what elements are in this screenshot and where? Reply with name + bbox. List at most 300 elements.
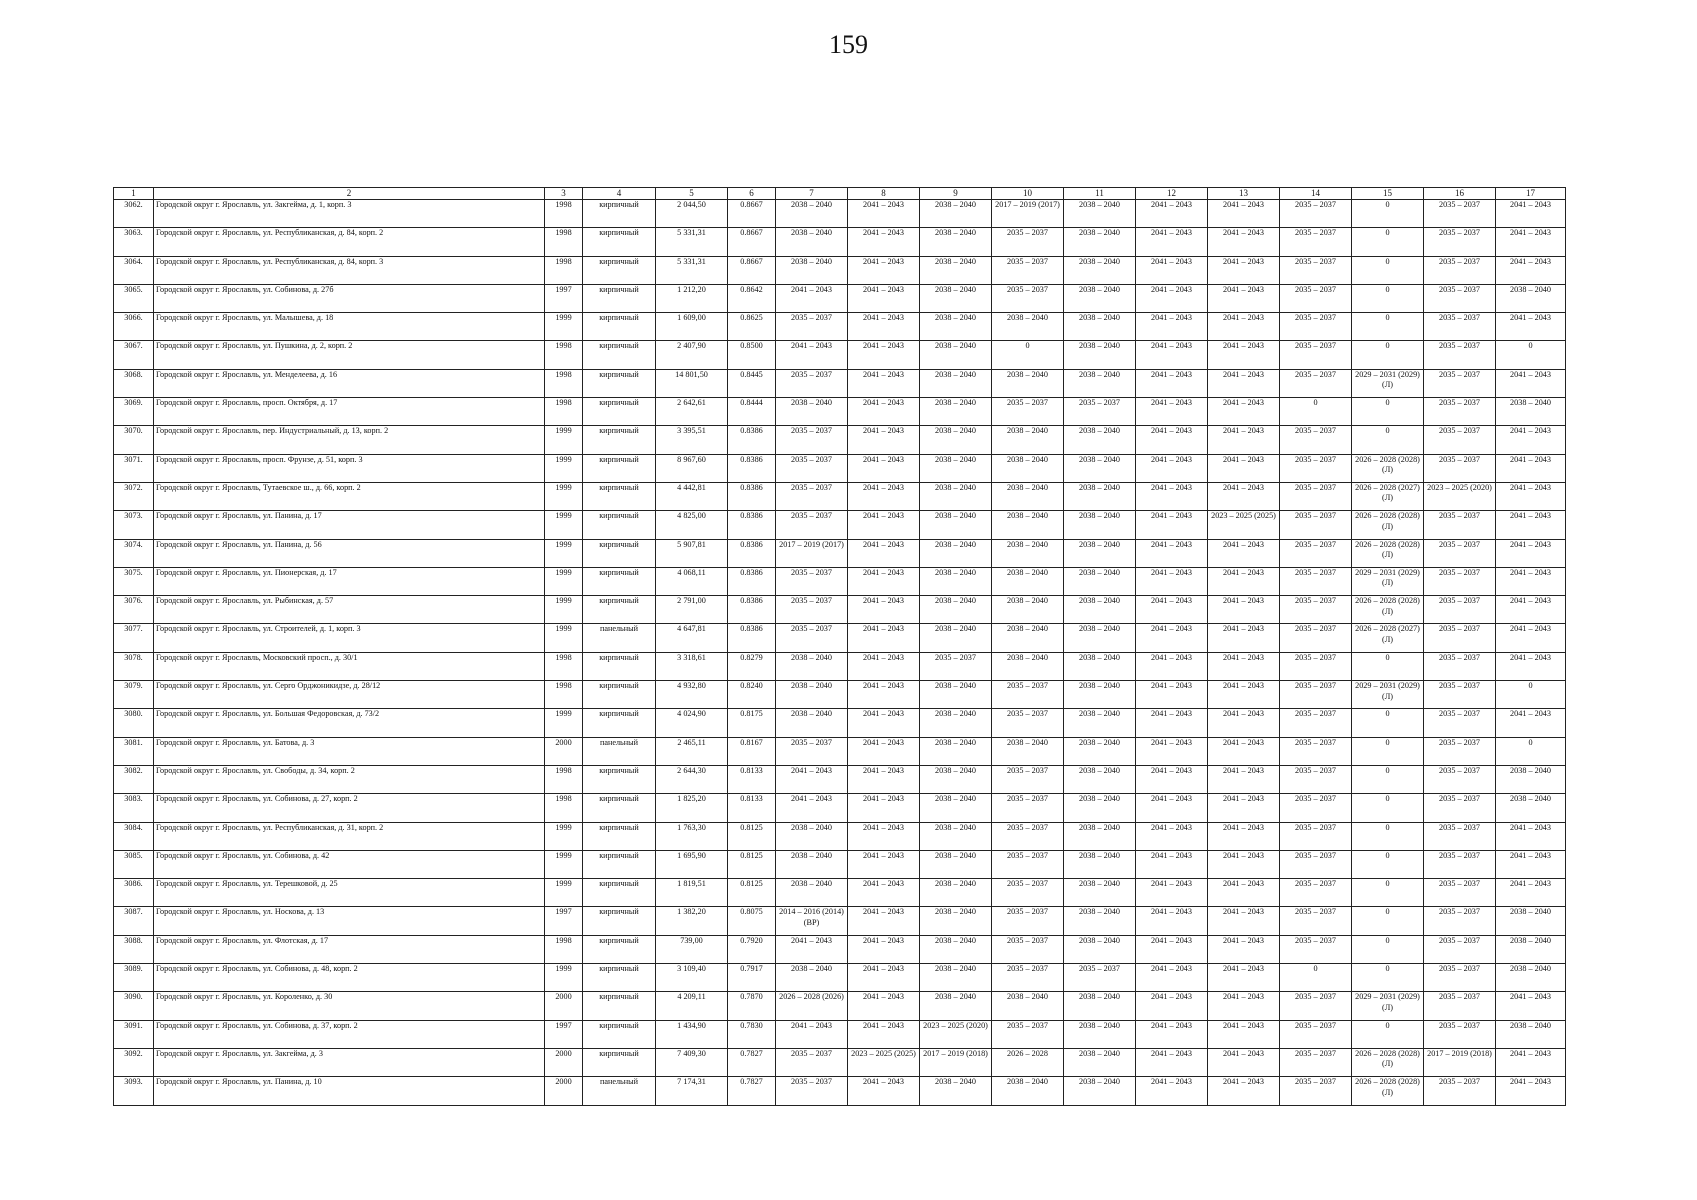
- period-col-16-cell: 2035 – 2037: [1424, 737, 1496, 765]
- period-col-11-cell: 2038 – 2040: [1064, 907, 1136, 935]
- wall-material-cell: кирпичный: [583, 822, 656, 850]
- period-col-15-cell: 0: [1352, 228, 1424, 256]
- wear-coefficient-cell: 0.8125: [728, 822, 776, 850]
- period-col-7-cell: 2041 – 2043: [776, 1020, 848, 1048]
- period-col-17-cell: 0: [1496, 341, 1566, 369]
- wall-material-cell: кирпичный: [583, 794, 656, 822]
- area-cell: 3 318,61: [656, 652, 728, 680]
- wall-material-cell: кирпичный: [583, 454, 656, 482]
- period-col-17-cell: 2041 – 2043: [1496, 624, 1566, 652]
- period-col-16-cell: 2035 – 2037: [1424, 907, 1496, 935]
- period-col-15-cell: 2026 – 2028 (2027) (Л): [1352, 624, 1424, 652]
- row-number-cell: 3083.: [114, 794, 154, 822]
- row-number-cell: 3082.: [114, 765, 154, 793]
- build-year-cell: 1999: [545, 482, 583, 510]
- period-col-11-cell: 2035 – 2037: [1064, 398, 1136, 426]
- period-col-15-cell: 0: [1352, 200, 1424, 228]
- period-col-9-cell: 2017 – 2019 (2018): [920, 1048, 992, 1076]
- wear-coefficient-cell: 0.8125: [728, 850, 776, 878]
- area-cell: 2 644,30: [656, 765, 728, 793]
- period-col-16-cell: 2035 – 2037: [1424, 596, 1496, 624]
- column-header-11: 11: [1064, 188, 1136, 200]
- period-col-8-cell: 2041 – 2043: [848, 228, 920, 256]
- area-cell: 4 932,80: [656, 681, 728, 709]
- table-row: [114, 624, 1566, 652]
- period-col-15-cell: 2029 – 2031 (2029) (Л): [1352, 681, 1424, 709]
- wear-coefficient-cell: 0.8386: [728, 596, 776, 624]
- wear-coefficient-cell: 0.8386: [728, 539, 776, 567]
- period-col-10-cell: 2038 – 2040: [992, 992, 1064, 1020]
- area-cell: 4 442,81: [656, 482, 728, 510]
- period-col-7-cell: 2041 – 2043: [776, 794, 848, 822]
- wear-coefficient-cell: 0.8386: [728, 454, 776, 482]
- wear-coefficient-cell: 0.8444: [728, 398, 776, 426]
- period-col-15-cell: 2029 – 2031 (2029) (Л): [1352, 567, 1424, 595]
- period-col-13-cell: 2041 – 2043: [1208, 681, 1280, 709]
- period-col-10-cell: 2038 – 2040: [992, 652, 1064, 680]
- period-col-16-cell: 2035 – 2037: [1424, 794, 1496, 822]
- column-header-12: 12: [1136, 188, 1208, 200]
- period-col-8-cell: 2041 – 2043: [848, 369, 920, 397]
- period-col-15-cell: 2026 – 2028 (2028) (Л): [1352, 539, 1424, 567]
- period-col-11-cell: 2038 – 2040: [1064, 313, 1136, 341]
- period-col-13-cell: 2041 – 2043: [1208, 1020, 1280, 1048]
- period-col-15-cell: 0: [1352, 426, 1424, 454]
- period-col-8-cell: 2041 – 2043: [848, 313, 920, 341]
- period-col-8-cell: 2041 – 2043: [848, 850, 920, 878]
- period-col-13-cell: 2041 – 2043: [1208, 964, 1280, 992]
- period-col-11-cell: 2038 – 2040: [1064, 709, 1136, 737]
- address-cell: Городской округ г. Ярославль, ул. Закгейма, д. 1, корп. 3: [154, 200, 545, 228]
- period-col-12-cell: 2041 – 2043: [1136, 341, 1208, 369]
- column-header-3: 3: [545, 188, 583, 200]
- wall-material-cell: кирпичный: [583, 341, 656, 369]
- period-col-14-cell: 2035 – 2037: [1280, 709, 1352, 737]
- period-col-10-cell: 2035 – 2037: [992, 709, 1064, 737]
- period-col-13-cell: 2041 – 2043: [1208, 284, 1280, 312]
- period-col-16-cell: 2035 – 2037: [1424, 681, 1496, 709]
- period-col-10-cell: 2026 – 2028: [992, 1048, 1064, 1076]
- table-row: [114, 652, 1566, 680]
- period-col-10-cell: 2038 – 2040: [992, 426, 1064, 454]
- period-col-14-cell: 2035 – 2037: [1280, 341, 1352, 369]
- period-col-13-cell: 2041 – 2043: [1208, 482, 1280, 510]
- period-col-13-cell: 2041 – 2043: [1208, 935, 1280, 963]
- build-year-cell: 1999: [545, 709, 583, 737]
- period-col-9-cell: 2038 – 2040: [920, 709, 992, 737]
- table-row: [114, 511, 1566, 539]
- wear-coefficient-cell: 0.7827: [728, 1077, 776, 1105]
- area-cell: 1 695,90: [656, 850, 728, 878]
- build-year-cell: 1998: [545, 681, 583, 709]
- column-header-17: 17: [1496, 188, 1566, 200]
- period-col-11-cell: 2038 – 2040: [1064, 1020, 1136, 1048]
- table-row: [114, 879, 1566, 907]
- period-col-14-cell: 0: [1280, 964, 1352, 992]
- period-col-15-cell: 2026 – 2028 (2028) (Л): [1352, 1048, 1424, 1076]
- period-col-10-cell: 2035 – 2037: [992, 964, 1064, 992]
- period-col-16-cell: 2035 – 2037: [1424, 256, 1496, 284]
- period-col-15-cell: 0: [1352, 822, 1424, 850]
- period-col-10-cell: 2038 – 2040: [992, 624, 1064, 652]
- table-row: [114, 765, 1566, 793]
- period-col-14-cell: 2035 – 2037: [1280, 511, 1352, 539]
- period-col-17-cell: 2041 – 2043: [1496, 313, 1566, 341]
- period-col-9-cell: 2023 – 2025 (2020): [920, 1020, 992, 1048]
- area-cell: 4 068,11: [656, 567, 728, 595]
- period-col-12-cell: 2041 – 2043: [1136, 681, 1208, 709]
- period-col-17-cell: 2041 – 2043: [1496, 567, 1566, 595]
- row-number-cell: 3091.: [114, 1020, 154, 1048]
- address-cell: Городской округ г. Ярославль, просп. Фрунзе, д. 51, корп. 3: [154, 454, 545, 482]
- period-col-7-cell: 2035 – 2037: [776, 567, 848, 595]
- table-row: [114, 200, 1566, 228]
- period-col-9-cell: 2038 – 2040: [920, 369, 992, 397]
- column-header-9: 9: [920, 188, 992, 200]
- period-col-10-cell: 2038 – 2040: [992, 482, 1064, 510]
- period-col-14-cell: 2035 – 2037: [1280, 992, 1352, 1020]
- table-row: [114, 737, 1566, 765]
- period-col-15-cell: 0: [1352, 256, 1424, 284]
- address-cell: Городской округ г. Ярославль, ул. Собинова, д. 37, корп. 2: [154, 1020, 545, 1048]
- period-col-8-cell: 2041 – 2043: [848, 737, 920, 765]
- period-col-16-cell: 2035 – 2037: [1424, 822, 1496, 850]
- area-cell: 3 395,51: [656, 426, 728, 454]
- period-col-11-cell: 2038 – 2040: [1064, 765, 1136, 793]
- period-col-8-cell: 2041 – 2043: [848, 284, 920, 312]
- period-col-16-cell: 2035 – 2037: [1424, 454, 1496, 482]
- wear-coefficient-cell: 0.8125: [728, 879, 776, 907]
- wall-material-cell: кирпичный: [583, 907, 656, 935]
- period-col-12-cell: 2041 – 2043: [1136, 539, 1208, 567]
- period-col-13-cell: 2041 – 2043: [1208, 794, 1280, 822]
- period-col-14-cell: 2035 – 2037: [1280, 1020, 1352, 1048]
- area-cell: 4 647,81: [656, 624, 728, 652]
- wear-coefficient-cell: 0.8133: [728, 794, 776, 822]
- column-header-8: 8: [848, 188, 920, 200]
- period-col-7-cell: 2038 – 2040: [776, 822, 848, 850]
- build-year-cell: 1999: [545, 539, 583, 567]
- row-number-cell: 3064.: [114, 256, 154, 284]
- table-header: [114, 188, 1566, 200]
- column-header-10: 10: [992, 188, 1064, 200]
- period-col-14-cell: 2035 – 2037: [1280, 850, 1352, 878]
- row-number-cell: 3089.: [114, 964, 154, 992]
- period-col-7-cell: 2017 – 2019 (2017): [776, 539, 848, 567]
- period-col-17-cell: 2041 – 2043: [1496, 1077, 1566, 1105]
- column-header-2: 2: [154, 188, 545, 200]
- period-col-10-cell: 2035 – 2037: [992, 256, 1064, 284]
- period-col-13-cell: 2041 – 2043: [1208, 1048, 1280, 1076]
- table-body: [114, 200, 1566, 1106]
- period-col-16-cell: 2035 – 2037: [1424, 1020, 1496, 1048]
- wall-material-cell: кирпичный: [583, 313, 656, 341]
- wall-material-cell: кирпичный: [583, 567, 656, 595]
- period-col-14-cell: 2035 – 2037: [1280, 454, 1352, 482]
- wear-coefficient-cell: 0.8386: [728, 482, 776, 510]
- area-cell: 1 212,20: [656, 284, 728, 312]
- build-year-cell: 1998: [545, 256, 583, 284]
- build-year-cell: 2000: [545, 1077, 583, 1105]
- period-col-10-cell: 2035 – 2037: [992, 794, 1064, 822]
- build-year-cell: 1998: [545, 794, 583, 822]
- period-col-17-cell: 0: [1496, 737, 1566, 765]
- period-col-15-cell: 0: [1352, 341, 1424, 369]
- period-col-10-cell: 2035 – 2037: [992, 822, 1064, 850]
- period-col-15-cell: 2026 – 2028 (2028) (Л): [1352, 596, 1424, 624]
- period-col-9-cell: 2038 – 2040: [920, 313, 992, 341]
- period-col-17-cell: 0: [1496, 681, 1566, 709]
- period-col-8-cell: 2041 – 2043: [848, 398, 920, 426]
- period-col-12-cell: 2041 – 2043: [1136, 935, 1208, 963]
- period-col-7-cell: 2035 – 2037: [776, 596, 848, 624]
- period-col-14-cell: 2035 – 2037: [1280, 681, 1352, 709]
- address-cell: Городской округ г. Ярославль, ул. Пионерская, д. 17: [154, 567, 545, 595]
- row-number-cell: 3076.: [114, 596, 154, 624]
- period-col-8-cell: 2041 – 2043: [848, 794, 920, 822]
- period-col-7-cell: 2035 – 2037: [776, 737, 848, 765]
- period-col-7-cell: 2035 – 2037: [776, 454, 848, 482]
- table-row: [114, 482, 1566, 510]
- period-col-12-cell: 2041 – 2043: [1136, 200, 1208, 228]
- period-col-10-cell: 0: [992, 341, 1064, 369]
- table-row: [114, 794, 1566, 822]
- period-col-12-cell: 2041 – 2043: [1136, 369, 1208, 397]
- period-col-9-cell: 2038 – 2040: [920, 567, 992, 595]
- period-col-13-cell: 2041 – 2043: [1208, 992, 1280, 1020]
- row-number-cell: 3063.: [114, 228, 154, 256]
- period-col-8-cell: 2041 – 2043: [848, 879, 920, 907]
- wear-coefficient-cell: 0.7920: [728, 935, 776, 963]
- period-col-16-cell: 2035 – 2037: [1424, 200, 1496, 228]
- wall-material-cell: кирпичный: [583, 284, 656, 312]
- period-col-14-cell: 2035 – 2037: [1280, 935, 1352, 963]
- build-year-cell: 1997: [545, 1020, 583, 1048]
- wear-coefficient-cell: 0.8279: [728, 652, 776, 680]
- address-cell: Городской округ г. Ярославль, ул. Собинова, д. 42: [154, 850, 545, 878]
- period-col-11-cell: 2038 – 2040: [1064, 1077, 1136, 1105]
- period-col-12-cell: 2041 – 2043: [1136, 313, 1208, 341]
- build-year-cell: 2000: [545, 992, 583, 1020]
- period-col-9-cell: 2038 – 2040: [920, 737, 992, 765]
- period-col-17-cell: 2041 – 2043: [1496, 369, 1566, 397]
- period-col-17-cell: 2041 – 2043: [1496, 200, 1566, 228]
- period-col-11-cell: 2038 – 2040: [1064, 511, 1136, 539]
- wear-coefficient-cell: 0.8386: [728, 567, 776, 595]
- build-year-cell: 1998: [545, 341, 583, 369]
- period-col-9-cell: 2038 – 2040: [920, 681, 992, 709]
- period-col-17-cell: 2041 – 2043: [1496, 454, 1566, 482]
- period-col-13-cell: 2041 – 2043: [1208, 567, 1280, 595]
- period-col-17-cell: 2038 – 2040: [1496, 794, 1566, 822]
- period-col-12-cell: 2041 – 2043: [1136, 794, 1208, 822]
- wear-coefficient-cell: 0.8667: [728, 200, 776, 228]
- table-row: [114, 1048, 1566, 1076]
- period-col-9-cell: 2038 – 2040: [920, 284, 992, 312]
- period-col-12-cell: 2041 – 2043: [1136, 256, 1208, 284]
- build-year-cell: 1998: [545, 765, 583, 793]
- address-cell: Городской округ г. Ярославль, ул. Республиканская, д. 84, корп. 2: [154, 228, 545, 256]
- table-row: [114, 398, 1566, 426]
- period-col-8-cell: 2041 – 2043: [848, 624, 920, 652]
- table-row: [114, 1020, 1566, 1048]
- period-col-13-cell: 2041 – 2043: [1208, 596, 1280, 624]
- row-number-cell: 3067.: [114, 341, 154, 369]
- period-col-8-cell: 2041 – 2043: [848, 426, 920, 454]
- period-col-8-cell: 2041 – 2043: [848, 907, 920, 935]
- period-col-10-cell: 2035 – 2037: [992, 228, 1064, 256]
- period-col-8-cell: 2041 – 2043: [848, 341, 920, 369]
- period-col-12-cell: 2041 – 2043: [1136, 709, 1208, 737]
- period-col-9-cell: 2038 – 2040: [920, 511, 992, 539]
- build-year-cell: 1999: [545, 964, 583, 992]
- area-cell: 7 409,30: [656, 1048, 728, 1076]
- period-col-12-cell: 2041 – 2043: [1136, 822, 1208, 850]
- period-col-10-cell: 2035 – 2037: [992, 765, 1064, 793]
- table-row: [114, 681, 1566, 709]
- period-col-10-cell: 2038 – 2040: [992, 567, 1064, 595]
- build-year-cell: 1999: [545, 879, 583, 907]
- period-col-15-cell: 0: [1352, 765, 1424, 793]
- period-col-14-cell: 2035 – 2037: [1280, 652, 1352, 680]
- period-col-13-cell: 2041 – 2043: [1208, 765, 1280, 793]
- period-col-15-cell: 0: [1352, 879, 1424, 907]
- period-col-7-cell: 2026 – 2028 (2026): [776, 992, 848, 1020]
- period-col-16-cell: 2035 – 2037: [1424, 313, 1496, 341]
- address-cell: Городской округ г. Ярославль, ул. Республиканская, д. 84, корп. 3: [154, 256, 545, 284]
- period-col-7-cell: 2035 – 2037: [776, 482, 848, 510]
- wall-material-cell: кирпичный: [583, 228, 656, 256]
- area-cell: 8 967,60: [656, 454, 728, 482]
- column-header-4: 4: [583, 188, 656, 200]
- area-cell: 4 209,11: [656, 992, 728, 1020]
- period-col-13-cell: 2041 – 2043: [1208, 624, 1280, 652]
- build-year-cell: 1997: [545, 907, 583, 935]
- period-col-17-cell: 2041 – 2043: [1496, 596, 1566, 624]
- wall-material-cell: панельный: [583, 737, 656, 765]
- period-col-8-cell: 2041 – 2043: [848, 256, 920, 284]
- period-col-14-cell: 2035 – 2037: [1280, 1077, 1352, 1105]
- wall-material-cell: кирпичный: [583, 1048, 656, 1076]
- period-col-7-cell: 2038 – 2040: [776, 256, 848, 284]
- period-col-11-cell: 2038 – 2040: [1064, 256, 1136, 284]
- period-col-16-cell: 2035 – 2037: [1424, 341, 1496, 369]
- period-col-9-cell: 2038 – 2040: [920, 1077, 992, 1105]
- period-col-15-cell: 0: [1352, 398, 1424, 426]
- wall-material-cell: кирпичный: [583, 879, 656, 907]
- column-header-5: 5: [656, 188, 728, 200]
- table-row: [114, 426, 1566, 454]
- address-cell: Городской округ г. Ярославль, ул. Закгейма, д. 3: [154, 1048, 545, 1076]
- period-col-12-cell: 2041 – 2043: [1136, 1048, 1208, 1076]
- period-col-15-cell: 0: [1352, 907, 1424, 935]
- period-col-14-cell: 2035 – 2037: [1280, 794, 1352, 822]
- row-number-cell: 3081.: [114, 737, 154, 765]
- address-cell: Городской округ г. Ярославль, ул. Батова, д. 3: [154, 737, 545, 765]
- wear-coefficient-cell: 0.7917: [728, 964, 776, 992]
- period-col-14-cell: 2035 – 2037: [1280, 1048, 1352, 1076]
- period-col-12-cell: 2041 – 2043: [1136, 284, 1208, 312]
- period-col-12-cell: 2041 – 2043: [1136, 228, 1208, 256]
- address-cell: Городской округ г. Ярославль, ул. Собинова, д. 48, корп. 2: [154, 964, 545, 992]
- period-col-17-cell: 2038 – 2040: [1496, 907, 1566, 935]
- address-cell: Городской округ г. Ярославль, ул. Панина, д. 56: [154, 539, 545, 567]
- area-cell: 1 434,90: [656, 1020, 728, 1048]
- area-cell: 5 907,81: [656, 539, 728, 567]
- period-col-16-cell: 2035 – 2037: [1424, 765, 1496, 793]
- period-col-11-cell: 2038 – 2040: [1064, 794, 1136, 822]
- build-year-cell: 1999: [545, 426, 583, 454]
- period-col-7-cell: 2038 – 2040: [776, 964, 848, 992]
- period-col-15-cell: 2029 – 2031 (2029) (Л): [1352, 369, 1424, 397]
- address-cell: Городской округ г. Ярославль, ул. Пушкина, д. 2, корп. 2: [154, 341, 545, 369]
- wall-material-cell: кирпичный: [583, 482, 656, 510]
- wall-material-cell: кирпичный: [583, 992, 656, 1020]
- build-year-cell: 1998: [545, 228, 583, 256]
- period-col-14-cell: 2035 – 2037: [1280, 369, 1352, 397]
- table-row: [114, 992, 1566, 1020]
- period-col-15-cell: 0: [1352, 313, 1424, 341]
- period-col-9-cell: 2038 – 2040: [920, 935, 992, 963]
- period-col-10-cell: 2035 – 2037: [992, 681, 1064, 709]
- row-number-cell: 3092.: [114, 1048, 154, 1076]
- table-row: [114, 907, 1566, 935]
- period-col-11-cell: 2038 – 2040: [1064, 822, 1136, 850]
- period-col-7-cell: 2038 – 2040: [776, 879, 848, 907]
- period-col-14-cell: 2035 – 2037: [1280, 539, 1352, 567]
- row-number-cell: 3084.: [114, 822, 154, 850]
- area-cell: 1 609,00: [656, 313, 728, 341]
- period-col-7-cell: 2041 – 2043: [776, 765, 848, 793]
- area-cell: 1 825,20: [656, 794, 728, 822]
- period-col-17-cell: 2041 – 2043: [1496, 228, 1566, 256]
- build-year-cell: 2000: [545, 737, 583, 765]
- address-cell: Городской округ г. Ярославль, ул. Серго Орджоникидзе, д. 28/12: [154, 681, 545, 709]
- period-col-11-cell: 2038 – 2040: [1064, 228, 1136, 256]
- address-cell: Городской округ г. Ярославль, ул. Республиканская, д. 31, корп. 2: [154, 822, 545, 850]
- period-col-9-cell: 2038 – 2040: [920, 850, 992, 878]
- period-col-17-cell: 2038 – 2040: [1496, 284, 1566, 312]
- period-col-14-cell: 2035 – 2037: [1280, 907, 1352, 935]
- period-col-11-cell: 2035 – 2037: [1064, 964, 1136, 992]
- period-col-16-cell: 2035 – 2037: [1424, 426, 1496, 454]
- period-col-11-cell: 2038 – 2040: [1064, 596, 1136, 624]
- period-col-10-cell: 2038 – 2040: [992, 511, 1064, 539]
- period-col-16-cell: 2035 – 2037: [1424, 992, 1496, 1020]
- period-col-9-cell: 2038 – 2040: [920, 794, 992, 822]
- period-col-12-cell: 2041 – 2043: [1136, 964, 1208, 992]
- period-col-8-cell: 2041 – 2043: [848, 822, 920, 850]
- period-col-16-cell: 2035 – 2037: [1424, 369, 1496, 397]
- table-row: [114, 596, 1566, 624]
- period-col-11-cell: 2038 – 2040: [1064, 850, 1136, 878]
- build-year-cell: 1998: [545, 200, 583, 228]
- period-col-12-cell: 2041 – 2043: [1136, 482, 1208, 510]
- build-year-cell: 1998: [545, 652, 583, 680]
- period-col-10-cell: 2035 – 2037: [992, 284, 1064, 312]
- period-col-8-cell: 2023 – 2025 (2025): [848, 1048, 920, 1076]
- address-cell: Городской округ г. Ярославль, просп. Октября, д. 17: [154, 398, 545, 426]
- period-col-13-cell: 2041 – 2043: [1208, 822, 1280, 850]
- period-col-11-cell: 2038 – 2040: [1064, 369, 1136, 397]
- period-col-17-cell: 2038 – 2040: [1496, 964, 1566, 992]
- period-col-14-cell: 2035 – 2037: [1280, 596, 1352, 624]
- period-col-15-cell: 2026 – 2028 (2028) (Л): [1352, 454, 1424, 482]
- period-col-10-cell: 2038 – 2040: [992, 454, 1064, 482]
- wear-coefficient-cell: 0.8500: [728, 341, 776, 369]
- period-col-13-cell: 2041 – 2043: [1208, 256, 1280, 284]
- period-col-11-cell: 2038 – 2040: [1064, 567, 1136, 595]
